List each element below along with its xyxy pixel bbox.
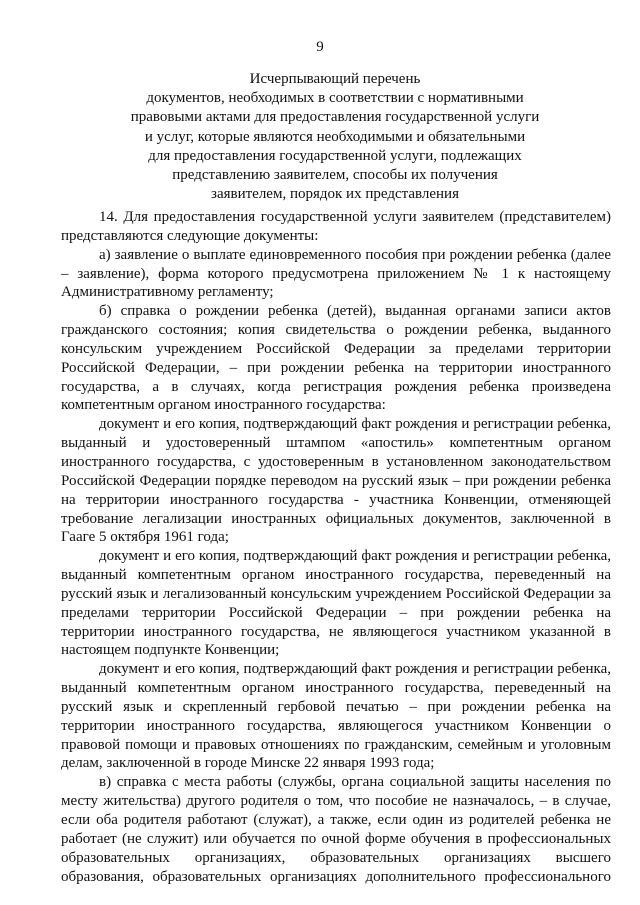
section-heading <box>60 70 610 204</box>
heading-line: документов, необходимых в соответствии с нормативными <box>146 90 524 107</box>
heading-line: и услуг, которые являются необходимыми и обязательными <box>144 128 526 145</box>
paragraph-a: а) заявление о выплате единовременного пособия при рождении ребенка (далее – заявление), форма которого предусмотрена приложением № 1 к настоящему Административному регламенту; <box>61 246 611 301</box>
heading-line: представлению заявителем, способы их получения <box>172 167 498 184</box>
paragraph-v: в) справка с места работы (службы, органа социальной защиты населения по месту жительства) другого родителя о том, что пособие не назначалось, – в случае, если оба родителя работают (служат), а также, если один из родителей ребенка не работает (не служит) или обучается по очной форме обучения в профессиональных образовательных организациях, образовательных организациях высшего образования, образовательных организациях дополнительного профессионального <box>61 774 611 885</box>
heading-line: заявителем, порядок их представления <box>211 186 459 203</box>
paragraph-14: 14. Для предоставления государственной услуги заявителем (представителем) представляются следующие документы: <box>61 209 611 244</box>
paragraph-legalized: документ и его копия, подтверждающий факт рождения и регистрации ребенка, выданный компетентным органом иностранного государства, переведенный на русский язык и легализованный консульским учреждением Российской Федерации за пределами территории Российской Федерации – при рождении ребенка на территории иностранного государства, не являющегося участником указанной в настоящем подпункте Конвенции; <box>61 548 611 659</box>
page-number: 9 <box>316 39 324 55</box>
paragraph-minsk-convention: документ и его копия, подтверждающий факт рождения и регистрации ребенка, выданный компетентным органом иностранного государства, переведенный на русский язык и скрепленный гербовой печатью – при рождении ребенка на территории иностранного государства, являющегося участником Конвенции о правовой помощи и правовых отношениях по гражданским, семейным и уголовным делам, заключенной в городе Минске 22 января 1993 года; <box>61 661 611 772</box>
heading-line: для предоставления государственной услуги, подлежащих <box>148 147 522 164</box>
paragraph-b: б) справка о рождении ребенка (детей), выданная органами записи актов гражданского состояния; копия свидетельства о рождении ребенка, выданного консульским учреждением Российской Федерации за пределами территории Российской Федерации, – при рождении ребенка на территории иностранного государства, а в случаях, когда регистрация рождения ребенка произведена компетентным органом иностранного государства: <box>61 303 611 414</box>
body-text <box>61 208 611 886</box>
heading-line: правовыми актами для предоставления государственной услуги <box>130 109 540 126</box>
paragraph-apostille: документ и его копия, подтверждающий факт рождения и регистрации ребенка, выданный и удостоверенный штампом «апостиль» компетентным органом иностранного государства, с удостоверенным в установленном законодательством Российской Федерации порядке переводом на русский язык – при рождении ребенка на территории иностранного государства - участника Конвенции, отменяющей требование легализации иностранных официальных документов, заключенной в Гааге 5 октября 1961 года; <box>61 416 611 546</box>
heading-line: Исчерпывающий перечень <box>249 71 421 87</box>
